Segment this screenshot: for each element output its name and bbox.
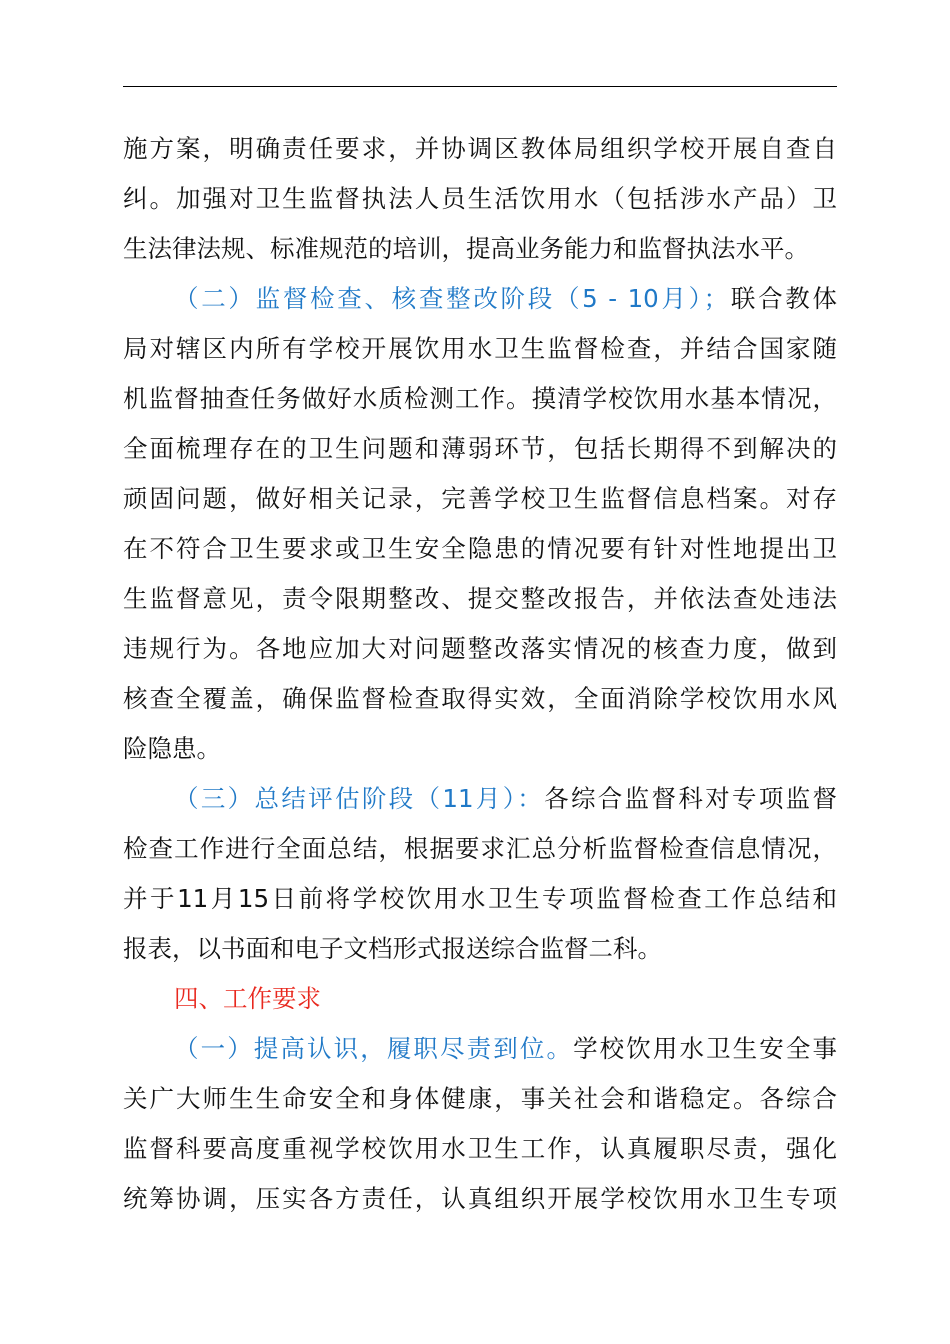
document-body — [123, 124, 837, 1224]
paragraph-line — [123, 774, 837, 824]
paragraph-text: 学校饮用水卫生安全事 — [573, 1034, 837, 1063]
paragraph-line — [123, 1024, 837, 1074]
paragraph-line: 核查全覆盖，确保监督检查取得实效，全面消除学校饮用水风 — [123, 684, 837, 713]
paragraph-line: 关广大师生生命安全和身体健康，事关社会和谐稳定。各综合 — [123, 1084, 837, 1113]
paragraph-line: 全面梳理存在的卫生问题和薄弱环节，包括长期得不到解决的 — [123, 434, 837, 463]
paragraph-text: 联合教体 — [728, 284, 837, 313]
paragraph-line: 施方案，明确责任要求，并协调区教体局组织学校开展自查自 — [123, 134, 837, 163]
paragraph-line: 局对辖区内所有学校开展饮用水卫生监督检查，并结合国家随 — [123, 334, 837, 363]
paragraph-line: 报表，以书面和电子文档形式报送综合监督二科。 — [123, 934, 662, 963]
subheading-awareness: （一）提高认识，履职尽责到位。 — [174, 1034, 574, 1063]
paragraph-line: 险隐患。 — [123, 734, 221, 763]
paragraph-line: 顽固问题，做好相关记录，完善学校卫生监督信息档案。对存 — [123, 484, 837, 513]
section-title: 四、工作要求 — [174, 984, 321, 1013]
paragraph-line: 违规行为。各地应加大对问题整改落实情况的核查力度，做到 — [123, 634, 837, 663]
paragraph-line: 生监督意见，责令限期整改、提交整改报告，并依法查处违法 — [123, 584, 837, 613]
subheading-inspection-phase: （二）监督检查、核查整改阶段（5 - 10月）； — [174, 284, 729, 313]
paragraph-line: 并于11月15日前将学校饮用水卫生专项监督检查工作总结和 — [123, 884, 837, 913]
paragraph-line: 机监督抽查任务做好水质检测工作。摸清学校饮用水基本情况， — [123, 384, 837, 413]
paragraph-line: 统筹协调，压实各方责任，认真组织开展学校饮用水卫生专项 — [123, 1184, 837, 1213]
paragraph-line — [123, 274, 837, 324]
paragraph-line: 在不符合卫生要求或卫生安全隐患的情况要有针对性地提出卫 — [123, 534, 837, 563]
paragraph-line: 检查工作进行全面总结，根据要求汇总分析监督检查信息情况， — [123, 834, 837, 863]
subheading-summary-phase: （三）总结评估阶段（11月）： — [174, 784, 545, 813]
paragraph-text: 各综合监督科对专项监督 — [544, 784, 837, 813]
paragraph-line: 生法律法规、标准规范的培训，提高业务能力和监督执法水平。 — [123, 234, 809, 263]
header-rule — [123, 86, 837, 87]
paragraph-line: 纠。加强对卫生监督执法人员生活饮用水（包括涉水产品）卫 — [123, 184, 837, 213]
paragraph-line: 监督科要高度重视学校饮用水卫生工作，认真履职尽责，强化 — [123, 1134, 837, 1163]
